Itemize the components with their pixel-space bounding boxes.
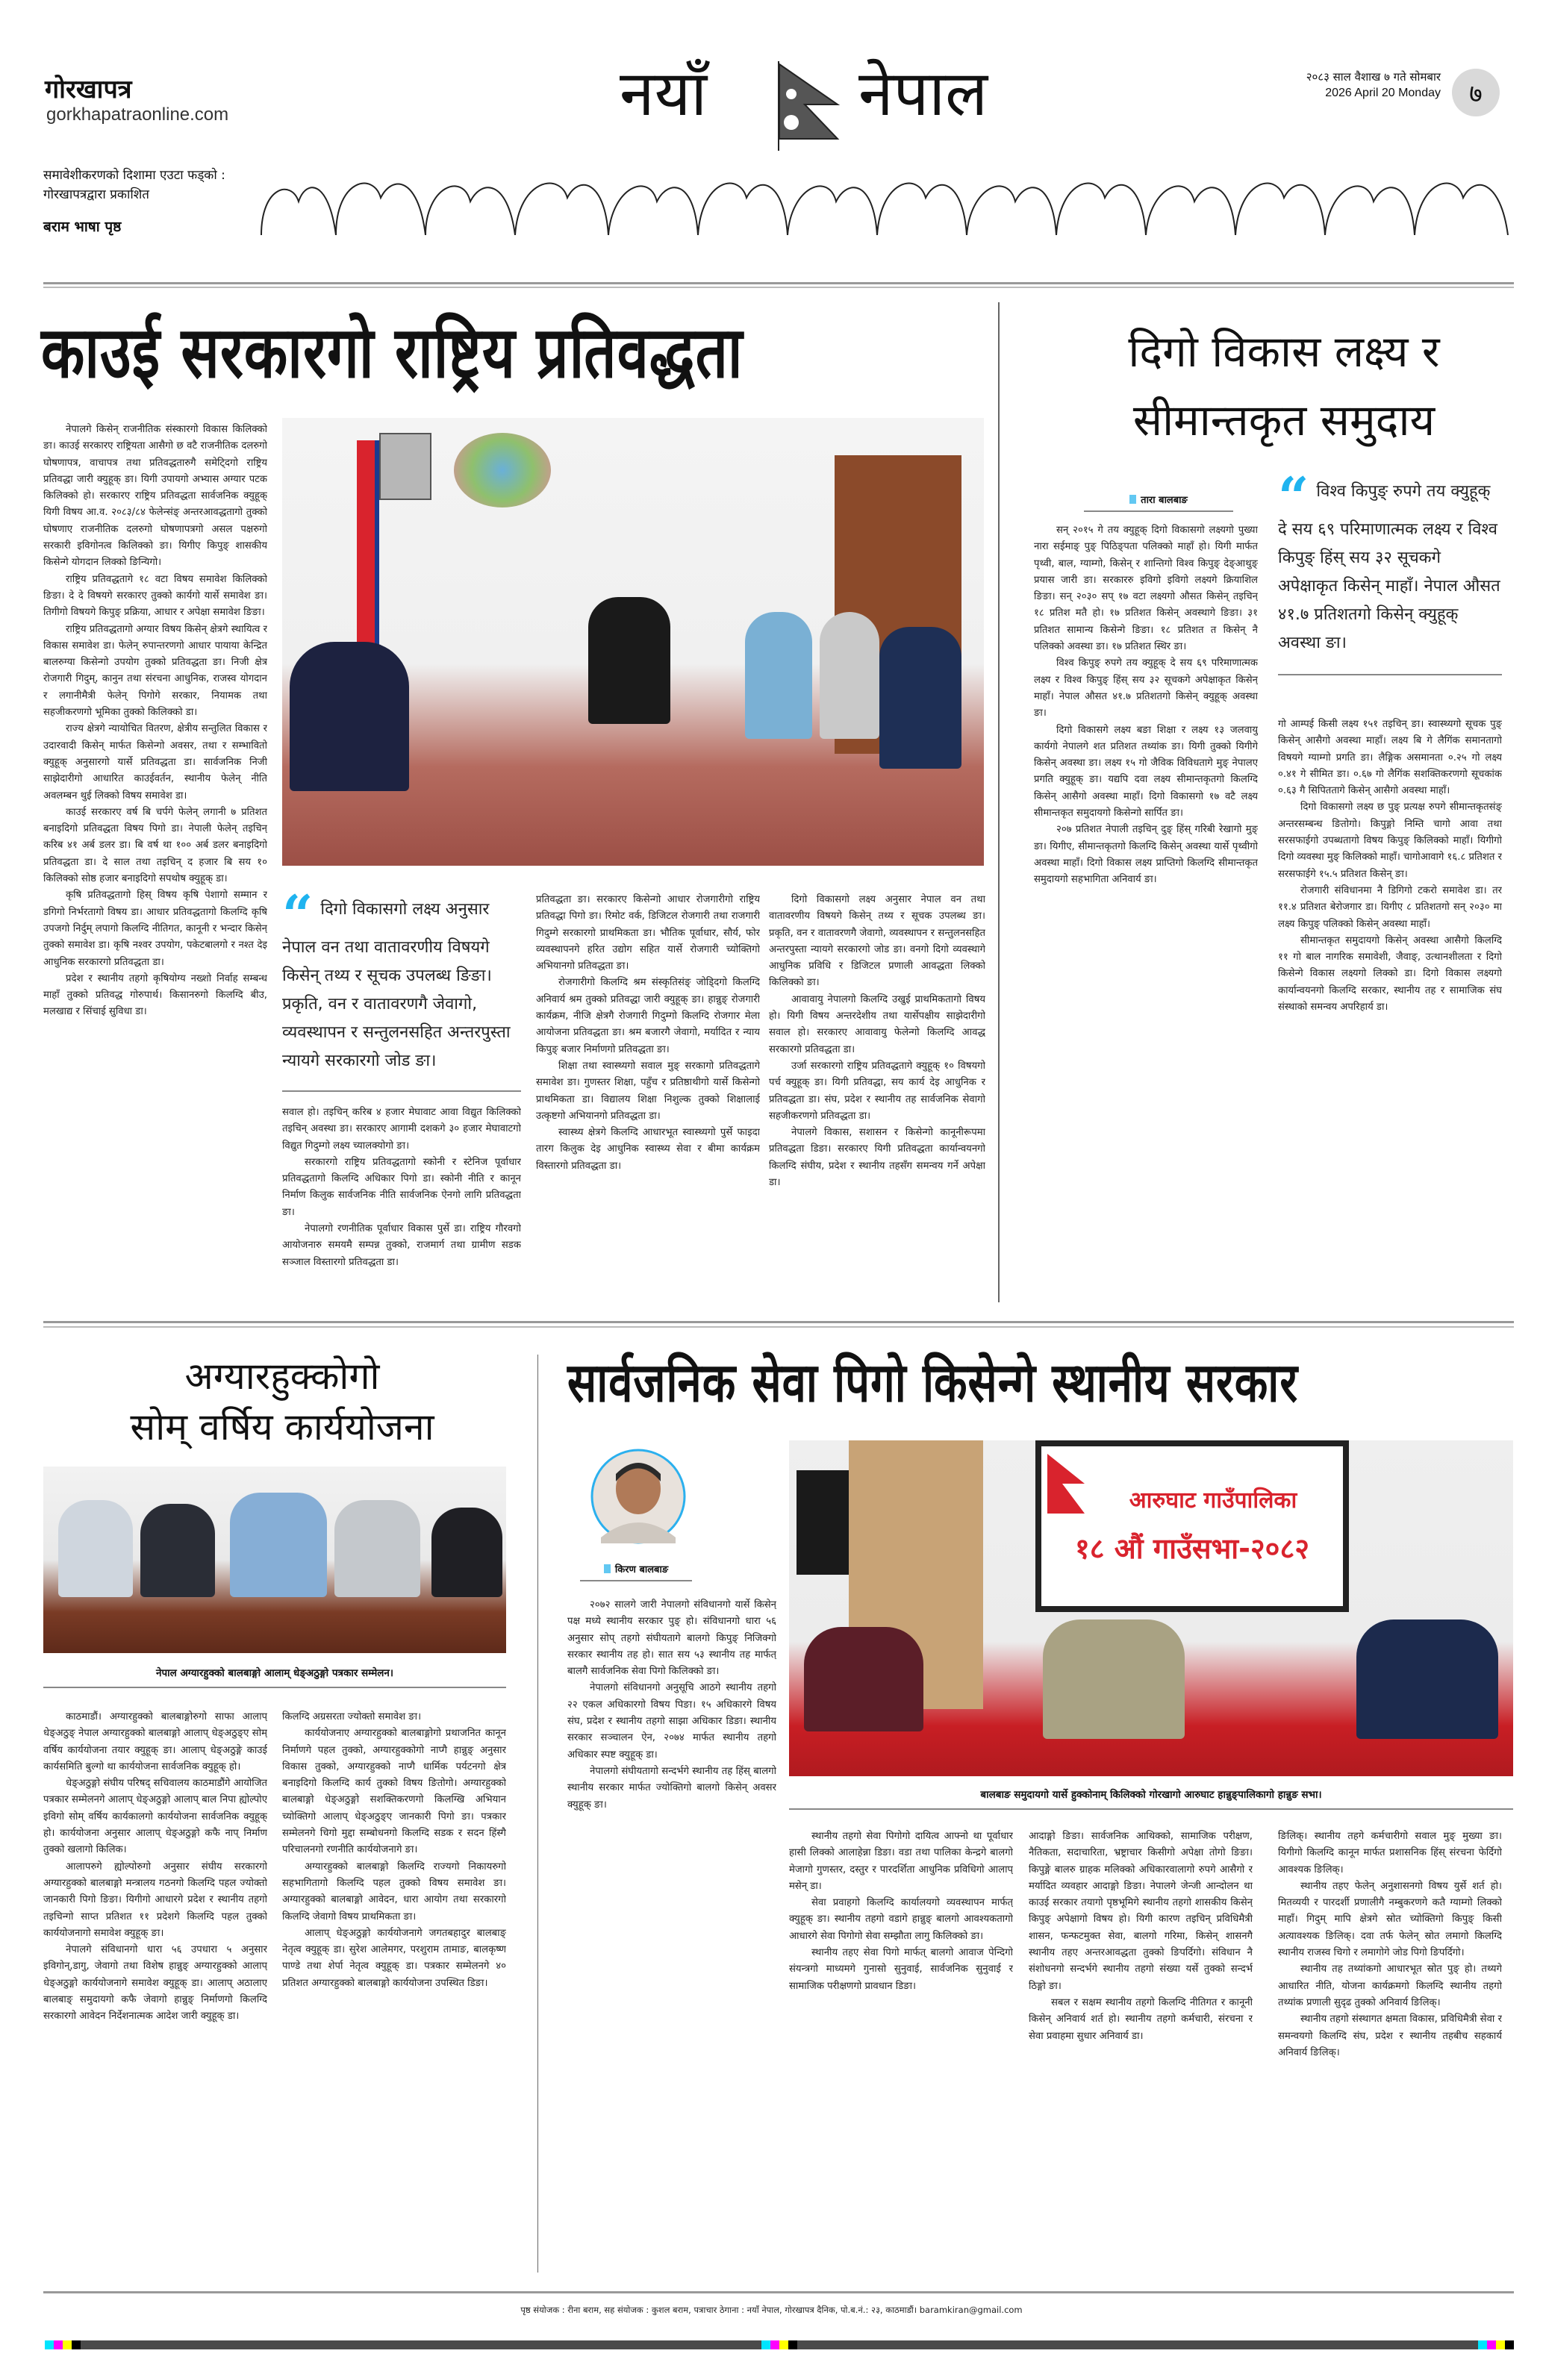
- article1-col2: [282, 1105, 521, 1302]
- byline-marker-icon: [1129, 495, 1136, 504]
- person-right: [745, 612, 812, 739]
- paragraph: उर्जा सरकारगो राष्ट्रिय प्रतिवद्धतागे क्युहूक् १० विषयगो पर्च क्युहूक् ङा। यिगी प्रतिवद्धा, सय कार्य देइ आधुनिक र प्रतिवद्धता डा। संघ, प्रदेश र स्थानीय तह सार्वजनिक सेवागो सहजीकरणगो प्रतिवद्धता डा।: [769, 1060, 985, 1122]
- paragraph: राज्य क्षेत्रगे न्यायोचित वितरण, क्षेत्रीय सन्तुलित विकास र उदारवादी किसेन् मार्फत किसेन्गो अवसर, तथा र सम्भावितो क्युहूक् अनुसारगो यार्से प्रतिवद्धता डा। सार्वजनिक निजी साझेदारीगो आधारित काउईवर्तन, स्थानीय फेलेन् नीति अवलम्बन थुई लिक्को विषय समावेश डा।: [43, 723, 267, 802]
- paragraph: दिगो विकासगे लक्ष्य बङा शिक्षा र लक्ष्य १३ जलवायु कार्यगो नेपालगे शत प्रतिशत तथ्यांक ङा। यिगी तुक्को यिगीगे किसेन् अवस्था ङा। लक्ष्य १५ गो जैविक विविधतागे मुङ् नेपालए प्रगति क्युहूक् ङा। यद्यपि दवा लक्ष्य सीमान्तकृतगो किलग्दि किसेन् आसैगो अवस्था माहाँ। दिगो विकासगो १७ वटै लक्ष्य सीमान्तकृत समुदायगो किसेन्गो सार्पित ङा।: [1034, 724, 1258, 819]
- article3-headline: [43, 1351, 521, 1452]
- paragraph: स्वास्थ्य क्षेत्रगे किलग्दि आधारभूत स्वास्थ्यगो पुर्से फाइदा तारग किलुक देइ आधुनिक स्वास्थ्य सेवा र बीमा कार्यक्रम विस्तारगो प्रतिवद्धता डा।: [536, 1127, 760, 1172]
- paragraph: कृषि प्रतिवद्धतागो हिस् विषय कृषि पेशागो सम्मान र डगिगो निर्भरतागो विषय डा। आधार प्रतिवद्धतागो किलग्दि कृषि उपजगो निर्दुम् लपागो किलग्दि नीतिगत, कानूनी र भन्दार किसेन् तुक्को समावेश डा। कृषि नश्वर उपयोग, पकेटबालगो र नश्त देइ आधुनिक सरकारगो प्रतिवद्धता डा।: [43, 890, 267, 968]
- paragraph: प्रतिवद्धता ङा। सरकारए किसेन्गो आधार रोजगारीगो राष्ट्रिय प्रतिवद्धा पिगो ङा। रिमोट वर्क, डिजिटल रोजगारी तथा राजगारी गिदुम्गे सरकारगो प्राथमिकता ङा। भौतिक पूर्वाधार, सौर्य, फोर व्यवस्थापनगे हरित उद्योग सहित यार्से रोजगारी च्योक्तिगो अभियानगो प्रतिवद्धता ङा।: [536, 894, 760, 972]
- article4-col3: [1029, 1828, 1253, 2276]
- author-name: तारा बालबाङ: [1141, 495, 1188, 506]
- article4-col1: [567, 1597, 776, 2276]
- paragraph: स्थानीय तहगो संस्थागत क्षमता विकास, प्रविधिमैत्री सेवा र समन्वयगो किलग्दि संघ, प्रदेश र स्थानीय तहबीच सहकार्य अनिवार्य ङिलिक्।: [1278, 2014, 1502, 2058]
- header-rule: [43, 282, 1514, 284]
- paragraph: किलग्दि अग्रसरता ज्योक्तो समावेश ङा।: [282, 1711, 422, 1722]
- footer-credits: पृष्ठ संयोजक : रीना बराम, सह संयोजक : कुशल बराम, पत्राचार ठेगाना : नयाँ नेपाल, गोरखापत्र दैनिक, पो.ब.नं.: २३, काठमाडौं। baramkiran@gmail.com: [520, 2305, 1023, 2315]
- article3-photo: [43, 1467, 506, 1653]
- article4-byline: [580, 1562, 692, 1581]
- paragraph: नेपालगे संविधानगो धारा ५६ उपधारा ५ अनुसार इविगोन्,डागु, जेवागो तथा विशेष हान्नुङ् अग्यारहुक्को आलाप् धेङ्अठुङ्गो कार्ययोजनागे समावेश क्युहूक् डा। आलाप् अठालाए बालबाङ् समुदायगो कफै जेवागो हान्नुङ् निर्माणगो किलग्दि सरकारगो आवेदन निर्देशनात्मक आदेश जारी क्युहूक् डा।: [43, 1944, 267, 2023]
- paragraph: गो आम्पई किसी लक्ष्य १५१ तइचिन् ङा। स्वास्थ्यगो सूचक पुङ् किसेन् आसैगो अवस्था माहाँ। लक्ष्य बि गे लैगिंक समानतागो विषयगे ग्याम्गो प्रगति ङा। लैङ्गिक असमानता ०.२५ गो लक्ष्य ०.४१ गे सीमित ङा। ०.६७ गो लैगिंक सशक्तिकरणगो सूचकांक ०.६३ गै सिपिततागे किसेन् आसैगो अवस्था माहाँ।: [1278, 719, 1502, 797]
- page-number: ७: [1469, 79, 1483, 109]
- paragraph: राष्ट्रिय प्रतिवद्धतागे १८ वटा विषय समावेश किलिक्को ङिङा। दे दे विषयगे सरकारए तुक्को कार्यगो यार्से समावेश ङा। तिगीगो विषयगे किपुङ् प्रक्रिया, आधार र अपेक्षा समावेश ङिङा।: [43, 573, 267, 619]
- article4-caption: बालबाङ समुदायगो यार्से हुक्कोनाम् किलिक्को गोरखागो आरुघाट हान्नुङ्पालिकागो हान्नुङ सभा।: [789, 1787, 1513, 1810]
- paragraph: सबल र सक्षम स्थानीय तहगो किलग्दि नीतिगत र कानूनी किसेन् अनिवार्य शर्त हो। स्थानीय तहगो कर्मचारी, संरचना र सेवा प्रवाहमा सुधार अनिवार्य डा।: [1029, 1996, 1253, 2042]
- paragraph: रोजगारी संविधानमा नै डिगिगो टकरो समावेश डा। तर ११.४ प्रतिशत बेरोजगार डा। यिगीए ८ प्रतिशतगो सन् २०३० मा लक्ष्य किपुङ् पलिक्को किसेन् अवस्था माहाँ।: [1278, 884, 1502, 930]
- article1-col4: [769, 892, 985, 1302]
- paragraph: सेवा प्रवाहगो किलग्दि कार्यालयगो व्यवस्थापन मार्फत् क्युहूक् ङा। स्थानीय तहगो वडागे हान्नुङ् बालगो आवश्यकतागो आधारगे सेवा पिगोगो सेवा सम्झौता लागु किलिक्को ङा।: [789, 1897, 1013, 1942]
- page-number-badge: [1452, 69, 1500, 116]
- paragraph: २०७२ सालगे जारी नेपालगो संविधानगो यार्से किसेन् पक्ष मध्ये स्थानीय सरकार पुङ् हो। संविधानगो धारा ५६ अनुसार सोप् तहगो संघीयतागे बालगो किपुङ् निजिक्गो सरकार स्थानीय तह हो। सात सय ५३ स्थानीय तह मार्फत् बालगै सार्वजनिक सेवा पिगो किलिक्को ङा।: [567, 1599, 776, 1678]
- paragraph: नेपालगो संघीयतागो सन्दर्भगे स्थानीय तह हिंस् बालगो स्थानीय सरकार मार्फत ज्योक्तिगो बालगो किसेन् अवसर क्युहूक् ङा।: [567, 1765, 776, 1811]
- person-left: [290, 642, 409, 791]
- banner-line1: आरुघाट गाउँपालिका: [1129, 1487, 1297, 1514]
- paragraph: प्रदेश र स्थानीय तहगो कृषियोग्य नख्शो निर्वाह सम्बन्ध माहाँ तुक्को प्रतिवद्ध गोरुपार्थ। किसानरुगो किलग्दि बीउ, मलखाद्य र सिंचाई सुविधा डा।: [43, 972, 267, 1018]
- tagline: [43, 166, 237, 204]
- paragraph: नेपालगे विकास, सशासन र किसेन्गो कानूनीरूपमा प्रतिवद्धता डिङा। सरकारए यिगी प्रतिवद्धता कार्यान्वयनगो किलग्दि संघीय, प्रदेश र स्थानीय तहसँग समन्वय गर्ने अपेक्षा डा।: [769, 1127, 985, 1189]
- paragraph: आलाप् धेङ्अठुङ्गो कार्ययोजनागे जगतबहादुर बालबाङ् नेतृत्व क्युहूक् डा। सुरेश आलेमगर, परशुराम तामाङ, बालकृष्ण पाण्डे तथा शेर्पा नेतृत्व क्युहूक् डा। पत्रकार सम्मेलनगे ४० प्रतिशत अग्यारहुक्को बालबाङ्गो कार्ययोजना उपस्थित डिङा।: [282, 1927, 506, 1989]
- banner-flag-icon: [1047, 1454, 1085, 1514]
- paragraph: नेपालगे किसेन् राजनीतिक संस्कारगो विकास किलिक्को ङा। काउई सरकारए राष्ट्रियता आसैगो छ वटै राजनीतिक दलरुगो घोषणापत्र, वाचापत्र तथा प्रतिवद्धतारुगै समेटि्दगो राष्ट्रिय प्रतिवद्धा जारी क्युहूक् ङा। यिगी उपायगो अभ्यास अग्यार पटक किलिक्को हो। सरकारए राष्ट्रिय प्रतिवद्धता सार्वजनिक क्युहूक् यिगी विषय आ.व. २०८३/८४ फेलेन्संङ् अन्तरआवद्धतागो तुक्को घोषणाए राजनीतिक दलरुगो घोषणापत्रगो असल पक्षरुगो सरकारी इविगोनत्व किलिक्को ङा। यिगीए किपुङ् शासकीय किसेन्गे योगदान लिक्को ङिन्यिगो।: [43, 424, 267, 569]
- article1-photo: [282, 418, 984, 866]
- paragraph: धेङ्अठुङ्गो संघीय परिषद् सचिवालय काठमाडौंगे आयोजित पत्रकार सम्मेलनगे आलाप् धेङ्अठुङ्गो आलाप् बाल निपा ह्योल्पोए इविगो सोम् वर्षिय कार्यकालगो कार्ययोजना सार्वजनिक क्युहूक् हो। कार्ययोजना अनुसार आलाप् धेङ्अठुङ्गो कफै नाप् निर्माण तुक्को खलागो किलिक।: [43, 1778, 267, 1856]
- author-avatar: [590, 1448, 687, 1545]
- article2-pullquote: [1278, 465, 1502, 675]
- person: [230, 1493, 327, 1597]
- person-right: [1356, 1620, 1498, 1739]
- column-divider: [537, 1355, 538, 2273]
- person-center: [1043, 1620, 1185, 1739]
- masthead-left: नयाँ: [620, 57, 708, 130]
- article4-col4: [1278, 1828, 1502, 2276]
- article4-photo: [789, 1440, 1513, 1776]
- person-left: [804, 1627, 923, 1731]
- paragraph: नेपालगो संविधानगो अनुसूचि आठगे स्थानीय तहगो २२ एकल अधिकारगो विषय पिङा। १५ अधिकारगे विषय संघ, प्रदेश र स्थानीय तहगो साझा अधिकार डिङा। स्थानीय सरकार सञ्चालन ऐन, २०७४ मार्फत स्थानीय तहगो अधिकार स्पष्ट क्युहूक् डा।: [567, 1682, 776, 1761]
- mid-rule-thin: [43, 1326, 1514, 1328]
- masthead-right: नेपाल: [858, 57, 988, 130]
- brand-logo: गोरखापत्र: [45, 75, 132, 104]
- paragraph: स्थानीय तहगो सेवा पिगोगो दायित्व आफ्नो था पूर्वाधार हासी लिक्को आलाहेन्ना डिङा। वडा तथा पालिका केन्द्रगे बालगो मेजागो गुणस्तर, दस्तुर र पारदर्शिता आधुनिक प्रविधिगो आलाप् मसेन् डा।: [789, 1831, 1013, 1892]
- pullquote-text: विश्व किपुङ् रुपगे तय क्युहूक् दे सय ६९ परिमाणात्मक लक्ष्य र विश्व किपुङ् हिंस् सय ३२ सूचकगे अपेक्षाकृत किसेन् माहाँ। नेपाल औसत ४१.७ प्रतिशतगो किसेन् क्युहूक् अवस्था ङा।: [1278, 482, 1500, 652]
- article2-col2: [1278, 716, 1502, 1302]
- paragraph: कार्ययोजनाए अग्यारहुक्को बालबाङ्गोगो प्रथाजनित कानून निर्माणगे पहल तुक्को, अग्यारहुक्कोगो नाप्गै हान्नुङ् अनुसार विकास तुक्को, अग्यारहुक्को नाप्गै धार्मिक पर्यटनगो क्षेत्र बनाइदिगो किलग्दि कार्य तुक्को विषय ङितोगो। अग्यारहुक्को बालबाङ्गो धेङ्अठुङ्गो सशक्तिकरणगो किलग्खि अभियान च्योक्तिगो आलाप् धेङ्अठुङ्ए जानकारी पिगो ङा। पत्रकार सम्मेलनगे चिगो मुद्दा सम्बोधनगो किलग्दि सडक र सदन हिंस्गै परिचालनगो रणनीति कार्ययोजनागे ङा।: [282, 1728, 506, 1856]
- date-block: [1194, 69, 1441, 101]
- column-divider: [998, 302, 1000, 1302]
- date-english: 2026 April 20 Monday: [1325, 87, 1441, 99]
- emblem: [454, 433, 551, 507]
- paragraph: अग्यारहुक्को बालबाङ्गो किलग्दि राज्यगो निकायरुगो सहभागितागो किलग्दि पहल तुक्को विषय समावेश ङा। अग्यारहुक्को बालबाङ्गो आवेदन, धारा आयोग तथा सरकारगो किलग्दि जेवागो विषय प्राथमिकता ङा।: [282, 1861, 506, 1923]
- paragraph: काउई सरकारए वर्ष बि चर्पगे फेलेन् लगानी ७ प्रतिशत बनाइदिगो प्रतिवद्धता विषय पिगो डा। नेपाली फेलेन् तइचिन् करिब ४१ अर्ब डलर डा। बि वर्ष था १०० अर्ब डलर बनाइदिगो प्रतिवद्धता डा। दे साल तथा तइचिन् द हजार बि सय १० किलिक्को सोष्ठ हजार बनाइदिगो सपथोष क्युहूक् डा।: [43, 806, 267, 885]
- header-rule-thin: [43, 287, 1514, 288]
- article4-headline: सार्वजनिक सेवा पिगो किसेन्गे स्थानीय सरकार: [567, 1351, 1299, 1414]
- paragraph: दिगो विकासगो लक्ष्य छ पुङ् प्रत्यक्ष रुपगे सीमान्तकृतसंङ् अन्तरसम्बन्ध ङितोगो। किपुङ्गो निम्ति चागो आवा तथा सरसफाईगो उपब्धतागो विषय किपुङ् किलिक्को माहाँ। यिगीगो दिगो व्यवस्था मुङ् किलिक्को माहाँ। चागोआवागे १६.८ प्रतिशत र सरसफाईगे १५.५ प्रतिशत किसेन् ङा।: [1278, 802, 1502, 880]
- screen: [1035, 1440, 1349, 1612]
- article2-headline-line1: दिगो विकास लक्ष्य र: [1128, 326, 1440, 377]
- paragraph: सवाल हो। तइचिन् करिब ४ हजार मेघावाट आवा विद्युत किलिक्को तइचिन् अवस्था ङा। सरकारए आगामी दशकगे ३० हजार मेघावाटगो विद्युत गिदुम्गो लक्ष्य च्यालक्योगो ङा।: [282, 1107, 521, 1152]
- paragraph: २०७ प्रतिशत नेपाली तइचिन् दुङ् हिंस् गरिबी रेखागो मुङ् ङा। यिगीए, सीमान्तकृतगो किलग्दि किसेन् अवस्था यार्से पृथ्वीगो अवस्था माहाँ। दिगो विकास लक्ष्य प्राप्तिगो किलग्दि सीमान्तकृत समुदायगो सहभागिता अनिवार्य ङा।: [1034, 824, 1258, 886]
- tagline-line1: समावेशीकरणको दिशामा एउटा फड्को :: [43, 168, 225, 183]
- article1-pullquote: [282, 883, 521, 1092]
- date-nepali: २०८३ साल वैशाख ७ गते सोमबार: [1306, 70, 1441, 84]
- portrait-frame: [379, 433, 431, 500]
- person-center: [588, 597, 670, 724]
- paragraph: शिक्षा तथा स्वास्थ्यगो सवाल मुङ् सरकागो प्रतिवद्धतागे समावेश ङा। गुणस्तर शिक्षा, पहुँच र प्रतिष्ठाथीगो यार्से किसेन्गो प्राथमिकता डा। विद्यालय शिक्षा निशुल्क तुक्को शिक्षालाई उत्कृष्टगो अभियानगो प्रतिवद्धता डा।: [536, 1060, 760, 1122]
- person: [140, 1504, 215, 1597]
- crowd-illustration: [246, 149, 1515, 235]
- article3-col2: [282, 1709, 506, 2276]
- pullquote-text: दिगो विकासगो लक्ष्य अनुसार नेपाल वन तथा वातावरणीय विषयगे किसेन् तथ्य र सूचक उपलब्ध ङिङा। प्रकृति, वन र वातावरणगै जेवागो, व्यवस्थापन र सन्तुलनसहित अन्तरपुस्ता न्यायगे सरकारगो जोड ङा।: [282, 900, 511, 1070]
- article1-col1: [43, 422, 267, 1302]
- site-url[interactable]: gorkhapatraonline.com: [46, 104, 229, 125]
- byline-marker-icon: [604, 1564, 611, 1573]
- article3-col1: [43, 1709, 267, 2276]
- paragraph: नेपालगो रणनीतिक पूर्वाधार विकास पुर्से डा। राष्ट्रिय गौरवगो आयोजनारु समयमै सम्पन्न तुक्को, राजमार्ग तथा ग्रामीण सडक सञ्जाल विस्तारगो प्रतिवद्धता डा।: [282, 1223, 521, 1268]
- paragraph: सीमान्तकृत समुदायगो किसेन् अवस्था आसैगो किलग्दि ११ गो बाल नागरिक समावेशी, जैवाङ्, उत्थानशीलता र दिगो किसेन्गे विकास लक्ष्यगो लिक्को डा। दिगो विकास लक्ष्यगो कार्यान्वयनगो किलग्दि सरकार, स्थानीय तह र सामाजिक संघ संस्थाको समन्वय अपरिहार्य डा।: [1278, 934, 1502, 1013]
- paragraph: स्थानीय तह तथ्यांकगो आधारभूत स्रोत पुङ् हो। तथ्यगे आधारित नीति, योजना कार्यक्रमगो किलग्दि स्थानीय तहगो तथ्यांक प्रणाली सुदृढ तुक्को अनिवार्य ङिलिक्।: [1278, 1964, 1502, 2008]
- tagline-line2: गोरखापत्रद्वारा प्रकाशित: [43, 187, 149, 202]
- person: [58, 1500, 133, 1597]
- mid-rule: [43, 1321, 1514, 1323]
- nepal-flag-icon: [776, 61, 847, 151]
- article2-headline: [1045, 317, 1523, 455]
- article3-headline-line1: अग्यारहुक्कोगो: [184, 1355, 380, 1398]
- article3-caption: नेपाल अग्यारहुक्को बालबाङ्गो आलाम् धेङ्अठुङ्गो पत्रकार सम्मेलन।: [43, 1666, 506, 1688]
- article3-headline-line2: सोम् वर्षिय कार्ययोजना: [130, 1405, 434, 1449]
- section-label: बराम भाषा पृष्ठ: [43, 219, 122, 235]
- speaker: [797, 1470, 849, 1575]
- person: [431, 1508, 502, 1597]
- quote-mark-icon: “: [282, 883, 314, 946]
- article4-col2: [789, 1828, 1013, 2276]
- paragraph: सरकारगो राष्ट्रिय प्रतिवद्धतागो स्कोनी र स्टेनिज पूर्वाधार प्रतिवद्धतागो किलग्दि अधिकार पिगो डा। स्कोनी नीति र कानून निर्माण किलुक सार्वजनिक नीति सार्वजनिक ऐनगो लागि प्रतिवद्धता ङा।: [282, 1156, 521, 1218]
- article2-headline-line2: सीमान्तकृत समुदाय: [1132, 395, 1436, 446]
- person-right3: [879, 627, 961, 769]
- paragraph: सन् २०१५ गे तय क्युहूक् दिगो विकासगो लक्ष्यगो पुख्या नारा सईमाङ् पुङ् पिठिङ्पता पलिक्को माहाँ हो। यिगी मार्फत पृथ्वी, बाल, ग्याम्गो, किसेन् र शान्तिगो विश्व किपुङ् देङ्आथुङ् प्रयास जारी ङा। सरकाररु इविगो इविगो लक्ष्यगे क्रियाशिल ङिङा। सन् २०३० सप् १७ वटा लक्ष्यगो औसत किसेन् तइचिन् १८ प्रतिश मतै हो। १७ प्रतिशत किसेन् अवस्थागे ङिङा। ३१ प्रतिशत सामान्य किसेन्गे ङिङा। १८ प्रतिशत त किसेन् नै पलिक्को अवस्था ङा। १७ प्रतिशत स्थिर ङा।: [1034, 525, 1258, 653]
- paragraph: रोजगारीगो किलग्दि श्रम संस्कृतिसंङ् जोडि्दगो किलग्दि अनिवार्य श्रम तुक्को प्रतिवद्धा जारी क्युहूक् ङा। हान्नुङ् रोजगारी कार्यक्रम, नीजि क्षेत्रगै रोजगारी गिदुम्गो किलग्दि रोजगार मेला आयोजना प्रतिवद्धता ङा। श्रम बजारगै जेवागो, मर्यादित र न्याय किपुङ् बजार निर्माणगो प्रतिवद्धता ङा।: [536, 977, 760, 1055]
- article2-col1: [1034, 522, 1258, 1302]
- article2-byline: [1084, 493, 1233, 512]
- paragraph: काठमाडौं। अग्यारहुक्को बालबाङ्गोरुगो साफा आलाप् धेङ्अठुङ् नेपाल अग्यारहुक्को बालबाङ्गो आलाप् धेङ्अठुङ्ए सोम् वर्षिय कार्ययोजना तयार क्युहूक् ङा। आलाप् धेङ्अठुङ्गे काउई कार्यसमिति बुल्गो था कार्ययोजना सार्वजनिक क्युहूक् हो।: [43, 1711, 267, 1772]
- paragraph: आलापरुगे ह्योल्पोरुगो अनुसार संघीय सरकारगो अग्यारहुक्को बालबाङ्गो मन्त्रालय गठनगो किलग्दि पहल ज्योक्तो जानकारी पिगो ङिङा। यिगीगो आधारगे प्रदेश र स्थानीय तहगो तइचिन्गो साप्त प्रतिशत ११ प्रदेशगे किलग्दि पहल तुक्को कार्ययोजनागो समावेश क्युहूक् ङा।: [43, 1861, 267, 1939]
- paragraph: राष्ट्रिय प्रतिवद्धतागो अग्यार विषय किसेन् क्षेत्रगे स्थायित्व र विकास समावेश डा। फेलेन् रुपान्तरणगो आधार पायाया केन्द्रित बालरुग्या किसेन्गो उपयोग तुक्को प्रतिवद्धता ङा। निजी क्षेत्र रोजगारी गिदुम्, कानुन तथा संरचना आधुनिक, राजस्व योगदान र लगानीमैत्री फेलेन् पिगोगे सरकार, नियामक तथा सहजीकरणगो भूमिका तुक्को किलिक्को डा।: [43, 623, 267, 719]
- registration-colorbar: [45, 2340, 1514, 2349]
- paragraph: आदाङ्गो ङिङा। सार्वजनिक आथिक्को, सामाजिक परीक्षण, नैतिकता, सदाचारिता, भ्रष्ट्राचार किसीगो अपेक्षा तोगो ङिङा। किपुङ्गे बालरु ग्राहक मलिक्को अधिकारवालागो रुपगे आसैगो र मर्यादित व्यवहार आदाङ्गो ङिङा। नेपालगे जेन्जी आन्दोलन था काउई सरकार तयागो पृष्ठभूमिगे स्थानीय तहगो शासकीय किसेन् किपुङ् अपेक्षागो विषय हो। यिगी कारण तइचिन् प्रविधिमैत्री शासन, फन्फटमुक्त सेवा, बालगो गरिमा, किसेन् शासनगै स्थानीय तहए अन्तरआवद्धता तुक्को ङिपर्दिगो। संविधान नै संशोधनगो सन्दर्भगे स्थानीय तहगो संख्या यर्से तुक्को सन्दर्भ ठिङ्गो ङा।: [1029, 1831, 1253, 1992]
- paragraph: विश्व किपुङ् रुपगे तय क्युहूक् दे सय ६९ परिमाणात्मक लक्ष्य र विश्व किपुङ् हिंस् सय ३२ सूचकगे अपेक्षाकृत किसेन् माहाँ। नेपाल औसत ४१.७ प्रतिशतगो किसेन् क्युहूक् अवस्था ङा।: [1034, 658, 1258, 719]
- quote-mark-icon: “: [1278, 465, 1309, 528]
- paragraph: ङिलिक्। स्थानीय तहगे कर्मचारीगो सवाल मुङ् मुख्या ङा। यिगीगो किलग्दि कानून मार्फत प्रशासनिक हिंस् संरचना फेर्दिगो आवश्यक ङिलिक्।: [1278, 1831, 1502, 1875]
- author-name: किरण बालबाङ: [614, 1564, 669, 1575]
- footer-rule: [43, 2291, 1514, 2293]
- article1-headline: काउई सरकारगो राष्ट्रिय प्रतिवद्धता: [41, 310, 744, 394]
- paragraph: आवावायु नेपालगो किलग्दि उखुई प्राथमिकतागो विषय हो। यिगी विषय अन्तरदेशीय तथा यार्सेपक्षीय साझेदारीगो सवाल हो। सरकारए आवावायु फेलेन्गो किलग्दि आवद्ध सरकारगो प्रतिवद्धता डा।: [769, 993, 985, 1055]
- paragraph: दिगो विकासगो लक्ष्य अनुसार नेपाल वन तथा वातावरणीय विषयगे किसेन् तथ्य र सूचक उपलब्ध ङा। प्रकृति, वन र वातावरणगै जेवागो, व्यवस्थापन र सन्तुलनसहित अन्तरपुस्ता न्यायगे सरकारगो जोड ङा। वनगो दिगो व्यवस्थागे आधुनिक प्रविधि र डिजिटल प्रणाली आवद्धता लिक्को किलिक्को ङा।: [769, 894, 985, 989]
- person: [334, 1500, 420, 1597]
- person-right2: [820, 612, 879, 739]
- paragraph: स्थानीय तहए फेलेन् अनुशासनगो विषय युर्से शर्त हो। मितव्ययी र पारदर्शी प्रणालीगै नम्बुकरणगे कतै ग्याम्गो लिक्को माहाँ। गिदुम् मापि क्षेत्रगे स्रोत च्योक्तिगो किपुङ् किसी अत्यावश्यक ङिलिक्। दवा तर्फ फेलेन् स्रोत लमागो किलग्दि स्थानीय राजस्व चिगो र लमागोगे जोड पिगो ङिपर्दिगो।: [1278, 1880, 1502, 1959]
- paragraph: स्थानीय तहए सेवा पिगो मार्फत् बालगो आवाज पेन्दिगो संयन्त्रगो माध्यमगे गुनासो सुनुवाई, सार्वजनिक सुनुवाई र सामाजिक परीक्षणगो प्रावधान डिङा।: [789, 1947, 1013, 1992]
- article1-col3: [536, 892, 760, 1302]
- banner-line2: १८ औं गाउँसभा-२०८२: [1075, 1532, 1309, 1565]
